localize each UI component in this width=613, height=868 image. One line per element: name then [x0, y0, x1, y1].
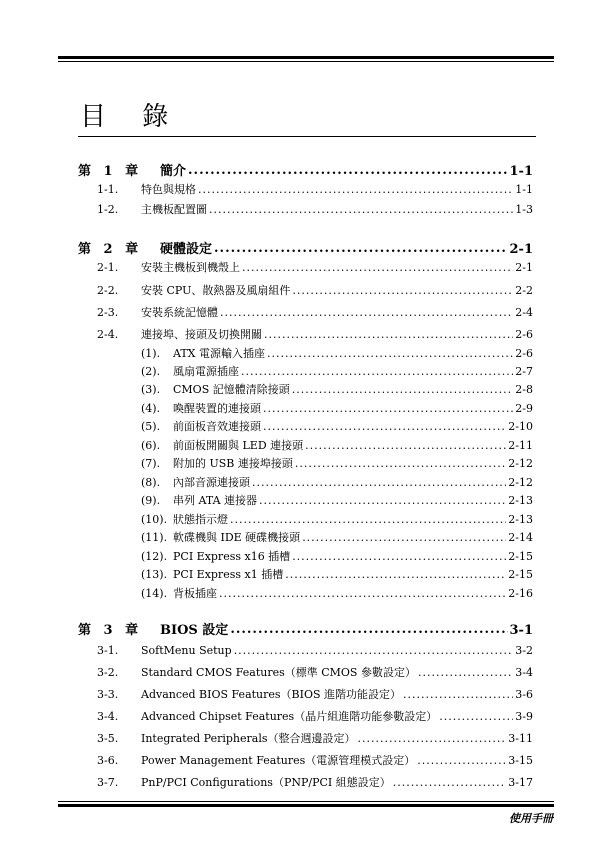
toc-section-entry [0, 685, 613, 701]
dot-leader [285, 568, 506, 581]
toc-entry-body [173, 494, 533, 507]
toc-entry-page: 2-2 [515, 284, 533, 297]
dot-leader [358, 732, 507, 745]
dot-leader [292, 383, 514, 396]
toc-section-entry [0, 729, 613, 745]
toc-entry-title: 安裝 CPU、散熱器及風扇組件 [141, 284, 291, 297]
toc-entry-body [173, 531, 533, 544]
toc-entry-body [141, 183, 533, 196]
toc-entry-body [141, 666, 533, 679]
toc-entry-page: 2-12 [508, 476, 533, 489]
toc-entry-page: 2-10 [508, 420, 533, 433]
bottom-rule-thin [58, 801, 554, 802]
toc-entry-body [141, 328, 533, 341]
toc-entry-title: PnP/PCI Configurations（PNP/PCI 組態設定） [141, 776, 391, 789]
toc-entry-body [141, 306, 533, 319]
toc-entry-body [173, 365, 533, 378]
dot-leader [403, 688, 513, 701]
toc-entry-number: 2-1. [97, 261, 119, 274]
toc-entry-page: 3-15 [508, 754, 533, 767]
dot-leader [230, 513, 506, 526]
toc-entry-title: Advanced Chipset Features（晶片組進階功能參數設定） [141, 710, 438, 723]
dot-leader [295, 457, 506, 470]
toc-section-entry [0, 303, 613, 319]
top-rule-thin [58, 61, 554, 62]
toc-chapter-entry [0, 619, 613, 637]
toc-section-entry [0, 663, 613, 679]
toc-entry-page: 2-13 [508, 494, 533, 507]
toc-entry-number: 3-4. [97, 710, 119, 723]
toc-subsection-entry [0, 528, 613, 544]
dot-leader [393, 776, 507, 789]
toc-entry-page: 3-17 [508, 776, 533, 789]
toc-entry-number: 3-3. [97, 688, 119, 701]
toc-entry-number: (8). [141, 476, 161, 489]
toc-entry-page: 2-15 [508, 568, 533, 581]
toc-entry-body [141, 261, 533, 274]
toc-entry-title: Integrated Peripherals（整合週邊設定） [141, 732, 356, 745]
toc-entry-body [173, 383, 533, 396]
toc-entry-number: 2-3. [97, 306, 119, 319]
toc-entry-page: 3-1 [509, 623, 533, 638]
dot-leader [263, 402, 513, 415]
toc-entry-title: 前面板音效連接頭 [173, 420, 261, 433]
toc-subsection-entry [0, 547, 613, 563]
page-title: 目 錄 [80, 102, 183, 132]
toc-entry-title: 連接埠、接頭及切換開關 [141, 328, 262, 341]
toc-subsection-entry [0, 565, 613, 581]
toc-entry-body [173, 550, 533, 563]
dot-leader [188, 163, 507, 178]
toc-entry-title: 軟碟機與 IDE 硬碟機接頭 [173, 531, 301, 544]
toc-entry-number: 2-2. [97, 284, 119, 297]
dot-leader [252, 476, 506, 489]
toc-entry-body [160, 163, 533, 178]
toc-entry-body [173, 439, 533, 452]
toc-entry-body [173, 402, 533, 415]
toc-entry-page: 2-4 [515, 306, 533, 319]
toc-entry-page: 3-11 [508, 732, 533, 745]
toc-chapter-entry [0, 238, 613, 256]
dot-leader [417, 754, 506, 767]
toc-entry-page: 3-6 [515, 688, 533, 701]
toc-entry-page: 2-13 [508, 513, 533, 526]
toc-subsection-entry [0, 454, 613, 470]
toc-section-entry [0, 707, 613, 723]
toc-entry-number: 第 1 章 [78, 164, 143, 179]
toc-entry-number: (13). [141, 568, 168, 581]
toc-entry-page: 2-16 [508, 587, 533, 600]
toc-section-entry [0, 258, 613, 274]
toc-entry-body [173, 457, 533, 470]
toc-entry-title: 簡介 [160, 164, 187, 179]
toc-entry-page: 2-15 [508, 550, 533, 563]
toc-entry-page: 2-1 [509, 242, 533, 257]
toc-entry-body [141, 754, 533, 767]
toc-entry-body [141, 732, 533, 745]
toc-entry-number: 3-2. [97, 666, 119, 679]
toc-subsection-entry [0, 436, 613, 452]
toc-subsection-entry [0, 399, 613, 415]
toc-entry-number: (7). [141, 457, 161, 470]
toc-entry-title: 安裝主機板到機殼上 [141, 261, 240, 274]
toc-entry-body [173, 420, 533, 433]
toc-entry-page: 3-2 [515, 644, 533, 657]
toc-entry-page: 2-6 [515, 328, 533, 341]
toc-entry-page: 2-11 [508, 439, 533, 452]
dot-leader [230, 622, 507, 637]
toc-entry-title: CMOS 記憶體清除接頭 [173, 383, 290, 396]
dot-leader [292, 284, 513, 297]
toc-entry-number: (5). [141, 420, 161, 433]
toc-subsection-entry [0, 584, 613, 600]
toc-entry-body [173, 476, 533, 489]
toc-entry-number: 2-4. [97, 328, 119, 341]
dot-leader [242, 261, 513, 274]
dot-leader [220, 306, 513, 319]
toc-entry-page: 1-1 [515, 183, 533, 196]
dot-leader [439, 710, 513, 723]
dot-leader [234, 644, 514, 657]
toc-entry-number: (11). [141, 531, 168, 544]
toc-section-entry [0, 751, 613, 767]
toc-entry-body [173, 513, 533, 526]
footer-label: 使用手冊 [509, 812, 553, 825]
toc-entry-page: 1-3 [515, 203, 533, 216]
toc-section-entry [0, 773, 613, 789]
toc-section-entry [0, 281, 613, 297]
dot-leader [267, 347, 513, 360]
toc-entry-body [160, 622, 533, 637]
toc-entry-number: (4). [141, 402, 161, 415]
toc-subsection-entry [0, 380, 613, 396]
toc-entry-title: PCI Express x16 插槽 [173, 550, 291, 563]
toc-entry-title: 風扇電源插座 [173, 365, 239, 378]
toc-entry-number: (3). [141, 383, 161, 396]
dot-leader [264, 328, 513, 341]
toc-entry-body [173, 587, 533, 600]
toc-entry-page: 2-14 [508, 531, 533, 544]
toc-entry-title: SoftMenu Setup [141, 644, 232, 657]
dot-leader [302, 531, 506, 544]
toc-entry-title: Advanced BIOS Features（BIOS 進階功能設定） [141, 688, 402, 701]
toc-section-entry [0, 325, 613, 341]
toc-entry-number: 3-1. [97, 644, 119, 657]
dot-leader [259, 494, 506, 507]
title-underline [78, 136, 536, 137]
toc-entry-number: (10). [141, 513, 168, 526]
toc-entry-title: 附加的 USB 連接埠接頭 [173, 457, 293, 470]
toc-entry-number: 第 2 章 [78, 242, 143, 257]
toc-entry-page: 3-9 [515, 710, 533, 723]
toc-entry-title: 主機板配置圖 [141, 203, 207, 216]
toc-subsection-entry [0, 491, 613, 507]
toc-entry-number: (9). [141, 494, 161, 507]
toc-entry-body [141, 284, 533, 297]
toc-subsection-entry [0, 473, 613, 489]
toc-entry-number: 3-6. [97, 754, 119, 767]
toc-entry-page: 2-6 [515, 347, 533, 360]
toc-section-entry [0, 200, 613, 216]
dot-leader [292, 550, 506, 563]
toc-entry-body [141, 644, 533, 657]
top-rule-thick [58, 56, 554, 59]
toc-entry-number: 第 3 章 [78, 623, 143, 638]
toc-entry-title: 特色與規格 [141, 183, 196, 196]
dot-leader [198, 183, 513, 196]
dot-leader [214, 241, 507, 256]
dot-leader [209, 203, 513, 216]
toc-entry-number: (12). [141, 550, 168, 563]
toc-entry-title: BIOS 設定 [160, 623, 229, 638]
toc-entry-number: (1). [141, 347, 161, 360]
toc-entry-number: 1-1. [97, 183, 119, 196]
toc-section-entry [0, 180, 613, 196]
dot-leader [219, 587, 506, 600]
toc-entry-page: 1-1 [509, 164, 533, 179]
toc-entry-body [160, 241, 533, 256]
toc-subsection-entry [0, 362, 613, 378]
toc-entry-page: 2-9 [515, 402, 533, 415]
toc-entry-title: 前面板開關與 LED 連接頭 [173, 439, 304, 452]
toc-entry-number: (6). [141, 439, 161, 452]
toc-section-entry [0, 641, 613, 657]
toc-entry-number: (2). [141, 365, 161, 378]
dot-leader [263, 420, 506, 433]
toc-entry-body [141, 688, 533, 701]
toc-entry-title: 硬體設定 [160, 242, 213, 257]
toc-entry-title: Power Management Features（電源管理模式設定） [141, 754, 416, 767]
toc-entry-title: PCI Express x1 插槽 [173, 568, 284, 581]
toc-subsection-entry [0, 417, 613, 433]
toc-entry-title: 喚醒裝置的連接頭 [173, 402, 261, 415]
toc-entry-body [173, 568, 533, 581]
toc-entry-body [141, 203, 533, 216]
toc-entry-page: 2-8 [515, 383, 533, 396]
toc-entry-body [141, 776, 533, 789]
toc-entry-number: 1-2. [97, 203, 119, 216]
toc-entry-page: 2-1 [515, 261, 533, 274]
toc-entry-page: 2-7 [515, 365, 533, 378]
toc-entry-title: 狀態指示燈 [173, 513, 228, 526]
toc-subsection-entry [0, 510, 613, 526]
bottom-rule-thick [58, 804, 554, 807]
toc-chapter-entry [0, 160, 613, 178]
dot-leader [241, 365, 513, 378]
dot-leader [418, 666, 513, 679]
toc-entry-title: ATX 電源輸入插座 [173, 347, 266, 360]
toc-entry-page: 2-12 [508, 457, 533, 470]
toc-entry-number: 3-7. [97, 776, 119, 789]
toc-subsection-entry [0, 344, 613, 360]
toc-entry-number: 3-5. [97, 732, 119, 745]
toc-entry-title: 背板插座 [173, 587, 217, 600]
toc-entry-title: 內部音源連接頭 [173, 476, 250, 489]
toc-entry-body [141, 710, 533, 723]
toc-entry-title: Standard CMOS Features（標準 CMOS 參數設定） [141, 666, 416, 679]
toc-entry-title: 安裝系統記憶體 [141, 306, 218, 319]
toc-entry-title: 串列 ATA 連接器 [173, 494, 258, 507]
dot-leader [305, 439, 506, 452]
toc-entry-page: 3-4 [515, 666, 533, 679]
toc-entry-number: (14). [141, 587, 168, 600]
toc-entry-body [173, 347, 533, 360]
